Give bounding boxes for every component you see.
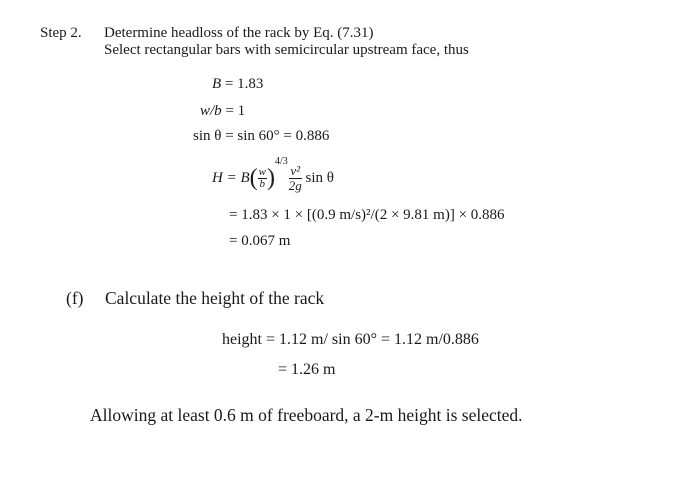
- part-f-label: (f): [66, 288, 84, 308]
- eq-wb-rhs: = 1: [225, 103, 246, 119]
- eq-h-paren-open: (: [249, 165, 258, 192]
- eq-h-num: v²: [290, 163, 301, 179]
- step-heading: Determine headloss of the rack by Eq. (7.31): [104, 25, 374, 41]
- eq-h-line3: = 0.067 m: [229, 233, 291, 249]
- step-label: Step 2.: [40, 25, 82, 41]
- eq-h-line2: = 1.83 × 1 × [(0.9 m/s)²/(2 × 9.81 m)] × 0.886: [229, 207, 505, 223]
- eq-h-wb-frac: [258, 167, 267, 191]
- step-subheading: Select rectangular bars with semicircular upstream face, thus: [104, 42, 469, 58]
- eq-h-w: w: [258, 165, 266, 178]
- eq-h-lhs: H = B: [212, 170, 250, 187]
- eq-b-lhs: B: [212, 76, 222, 92]
- eq-sin-rhs: = sin 60° = 0.886: [225, 128, 330, 144]
- part-f-heading: Calculate the height of the rack: [105, 288, 325, 308]
- eq-h-v2g-frac: [289, 164, 302, 192]
- eq-h-b: b: [259, 178, 266, 191]
- eq-h-paren-close: ): [266, 165, 275, 192]
- eq-sin-lhs: sin θ: [193, 128, 222, 144]
- eq-b-row: [212, 76, 263, 93]
- eq-h-sin: sin θ: [305, 170, 334, 187]
- eq-wb-row: [200, 103, 245, 120]
- height-line2: = 1.26 m: [278, 361, 336, 378]
- eq-h-exp: 4/3: [274, 156, 288, 167]
- eq-b-rhs: = 1.83: [224, 76, 264, 92]
- height-line1: height = 1.12 m/ sin 60° = 1.12 m/0.886: [222, 331, 479, 348]
- eq-sin-row: [193, 128, 329, 145]
- eq-h-den: 2g: [288, 178, 302, 194]
- conclusion-text: Allowing at least 0.6 m of freeboard, a 2-m height is selected.: [90, 405, 523, 425]
- eq-h-row: [212, 156, 334, 193]
- eq-wb-lhs: w/b: [200, 103, 222, 119]
